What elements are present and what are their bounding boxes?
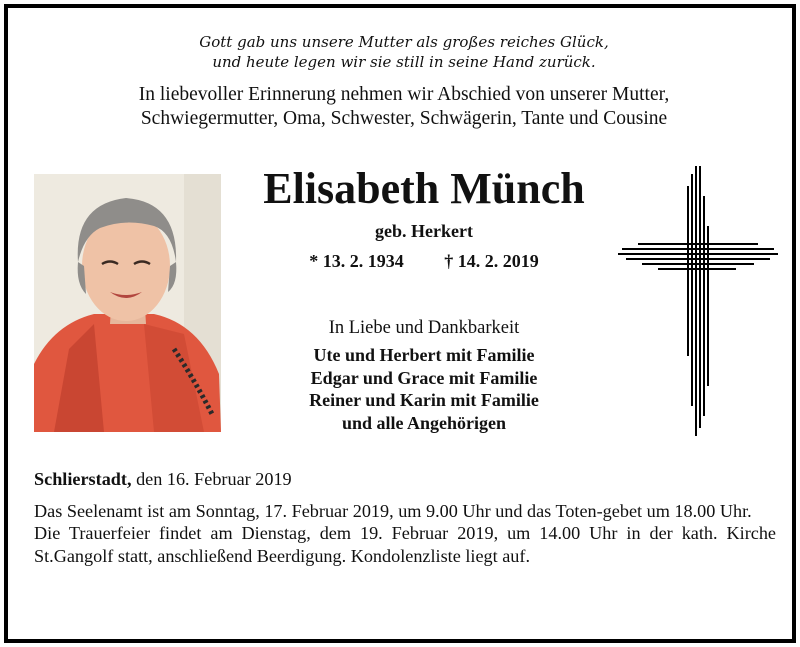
thanks-intro: In Liebe und Dankbarkeit bbox=[328, 318, 520, 338]
maiden-name: geb. Herkert bbox=[375, 221, 473, 241]
portrait-photo bbox=[34, 174, 221, 432]
life-dates bbox=[224, 250, 624, 272]
place-date-line bbox=[34, 468, 776, 491]
intro-line-1: In liebevoller Erinnerung nehmen wir Abschied von unserer Mutter, bbox=[138, 84, 670, 105]
cross-icon bbox=[618, 166, 778, 436]
motto-line-2: und heute legen wir sie still in seine Hand zurück. bbox=[212, 53, 596, 71]
intro-line-2: Schwiegermutter, Oma, Schwester, Schwägerin, Tante und Cousine bbox=[140, 108, 668, 129]
funeral-paragraph: Die Trauerfeier findet am Dienstag, dem 19. Februar 2019, um 14.00 Uhr in der kath. Kirche St.Gangolf statt, anschließend Beerdigung. Kondolenzliste liegt auf. bbox=[34, 523, 776, 566]
portrait-illustration bbox=[34, 174, 221, 432]
notice-date: den 16. Februar 2019 bbox=[131, 469, 292, 489]
intro-text bbox=[8, 83, 800, 131]
mourners-list bbox=[224, 344, 624, 434]
requiem-paragraph: Das Seelenamt ist am Sonntag, 17. Februar 2019, um 9.00 Uhr und das Toten-gebet um 18.00 Uhr. bbox=[34, 500, 752, 521]
mourner-line: Edgar und Grace mit Familie bbox=[310, 367, 538, 388]
mourner-line: Ute und Herbert mit Familie bbox=[313, 345, 535, 365]
funeral-details bbox=[34, 468, 776, 567]
mourner-line: und alle Angehörigen bbox=[341, 412, 507, 433]
birth-date: * 13. 2. 1934 bbox=[309, 251, 404, 271]
place-name: Schlierstadt, bbox=[34, 469, 132, 489]
obituary-notice bbox=[4, 4, 796, 643]
deceased-name: Elisabeth Münch bbox=[263, 164, 585, 213]
death-date: † 14. 2. 2019 bbox=[444, 251, 539, 271]
motto-line-1: Gott gab uns unsere Mutter als großes reiches Glück, bbox=[199, 33, 609, 51]
motto-verse bbox=[8, 32, 800, 72]
mourner-line: Reiner und Karin mit Familie bbox=[309, 390, 539, 410]
